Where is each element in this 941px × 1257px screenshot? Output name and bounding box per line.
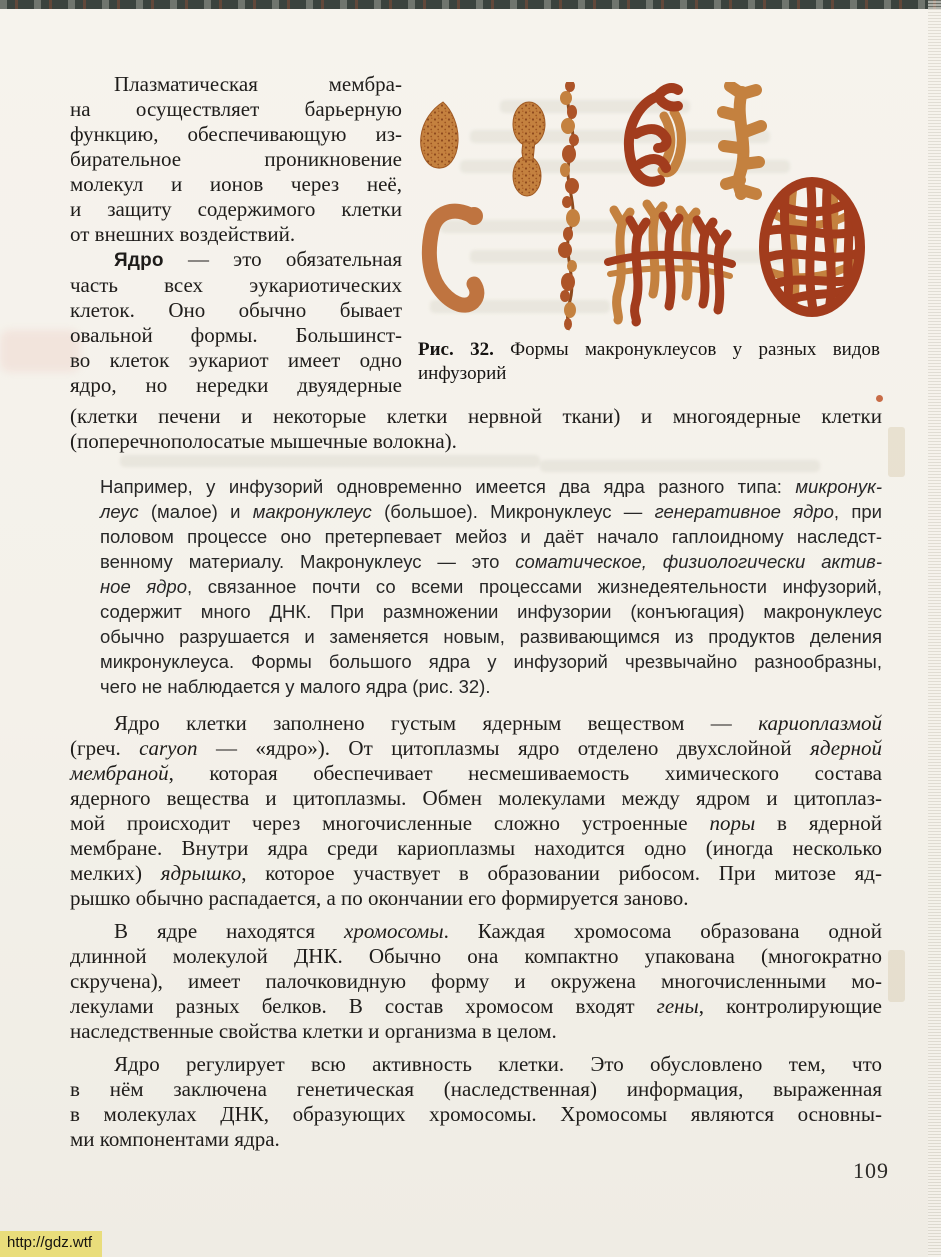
text-line: леус (малое) и макронуклеус (большое). Микронуклеус — генеративное ядро, при (100, 501, 882, 522)
text-line: мой происходит через многочисленные сложно устроенные поры в ядерной (70, 811, 882, 835)
text-line: микронуклеуса. Формы большого ядра у инфузорий чрезвычайно разнообразны, (100, 651, 882, 672)
page-number: 109 (853, 1158, 889, 1183)
text-line: в молекулах ДНК, образующих хромосомы. Хромосомы являются основны- (70, 1102, 882, 1126)
text-line: мембране. Внутри ядра среди кариоплазмы находится одно (иногда несколько (70, 836, 882, 860)
branched-antler-shape (629, 88, 682, 182)
text-line: чего не наблюдается у малого ядра (рис. 32). (100, 676, 491, 697)
text-line: лекулами разных белков. В состав хромосом входят гены, контролирующие (70, 994, 882, 1018)
text-line: наследственные свойства клетки и организма в целом. (70, 1019, 557, 1043)
page-content (70, 72, 882, 1152)
branched-cluster-shape (608, 204, 732, 322)
text-line: овальной формы. Большинст- (70, 323, 402, 347)
text-line: часть всех эукариотических (70, 273, 402, 297)
page-top-edge-strip (0, 0, 941, 9)
text-line: мелких) ядрышко, которое участвует в образовании рибосом. При митозе яд- (70, 861, 882, 885)
text-line: содержит много ДНК. При размножении инфузории (конъюгация) макронуклеус (100, 601, 882, 622)
text-line: Ядро клетки заполнено густым ядерным веществом — кариоплазмой (114, 711, 882, 735)
figure-caption-text: Формы макронуклеусов у разных видов инфузорий (418, 339, 880, 384)
text-line: и защиту содержимого клетки (70, 197, 402, 221)
figure-caption-label: Рис. 32. (418, 339, 494, 360)
c-tube-shape (429, 207, 483, 305)
figure-32 (412, 72, 882, 398)
text-line: длинной молекулой ДНК. Обычно она компактно упакована (многократно (70, 944, 882, 968)
beaded-chain-shape (558, 82, 580, 330)
paragraph-nucleus-regulation (70, 1052, 882, 1152)
text-line: половом процессе оно претерпевает мейоз и даёт начало гаплоидному наследст- (100, 526, 882, 547)
text-line: во клеток эукариот имеет одно (70, 348, 402, 372)
oval-network-shape (764, 178, 862, 314)
figure-32-caption (418, 338, 880, 386)
watermark-url: http://gdz.wtf (0, 1231, 102, 1257)
text-line: (клетки печени и некоторые клетки нервной ткани) и многоядерные клетки (70, 404, 882, 428)
text-line: Плазматическая мембра- (114, 72, 402, 96)
text-line: ми компонентами ядра. (70, 1127, 280, 1151)
example-block-infusoria (100, 474, 882, 699)
text-line: мембраной, которая обеспечивает несмешиваемость химического состава (70, 761, 882, 785)
text-line: венному материалу. Макронуклеус — это соматическое, физиологически актив- (100, 551, 882, 572)
text-line: ядро, но нередки двуядерные (70, 373, 402, 397)
text-line: функцию, обеспечивающую из- (70, 122, 402, 146)
figure-32-macronucleus-shapes (412, 82, 882, 332)
paragraph-plasma-membrane (70, 72, 402, 247)
dumbbell-shape (513, 102, 545, 196)
left-text-column (70, 72, 402, 398)
paragraph-karyoplasm (70, 711, 882, 911)
text-line: клеток. Оно обычно бывает (70, 298, 402, 322)
text-line: Ядро — это обязательная (114, 247, 402, 271)
knobby-branch-shape (723, 86, 761, 194)
text-line: Например, у инфузорий одновременно имеется два ядра разного типа: микронук- (100, 476, 882, 497)
margin-mark (888, 950, 905, 1002)
text-line: (поперечнополосатые мышечные волокна). (70, 429, 457, 453)
paragraph-chromosomes (70, 919, 882, 1044)
text-line: в нём заключена генетическая (наследственная) информация, выраженная (70, 1077, 882, 1101)
text-line: от внешних воздействий. (70, 222, 296, 246)
text-line: ядерного вещества и цитоплазмы. Обмен молекулами между ядром и цитоплаз- (70, 786, 882, 810)
text-line: ное ядро, связанное почти со всеми процессами жизнедеятельности инфузорий, (100, 576, 882, 597)
text-line: Ядро регулирует всю активность клетки. Это обусловлено тем, что (114, 1052, 882, 1076)
paragraph-nucleus-intro (70, 247, 402, 398)
scan-smear (0, 330, 80, 372)
margin-mark (888, 427, 905, 477)
text-line: (греч. caryon — «ядро»). От цитоплазмы ядро отделено двухслойной ядерной (70, 736, 883, 760)
paragraph-nucleus-continuation (70, 404, 882, 454)
text-line: на осуществляет барьерную (70, 97, 402, 121)
teardrop-shape (421, 102, 458, 168)
text-line: молекул и ионов через неё, (70, 172, 402, 196)
text-line: В ядре находятся хромосомы. Каждая хромосома образована одной (114, 919, 882, 943)
text-line: бирательное проникновение (70, 147, 402, 171)
text-line: скручена), имеет палочковидную форму и окружена многочисленными мо- (70, 969, 882, 993)
text-line: обычно разрушается и заменяется новым, развивающимся из продуктов деления (100, 626, 882, 647)
text-figure-row (70, 72, 882, 398)
page-right-edge-texture (928, 0, 941, 1257)
text-line: рышко обычно распадается, а по окончании его формируется заново. (70, 886, 689, 910)
